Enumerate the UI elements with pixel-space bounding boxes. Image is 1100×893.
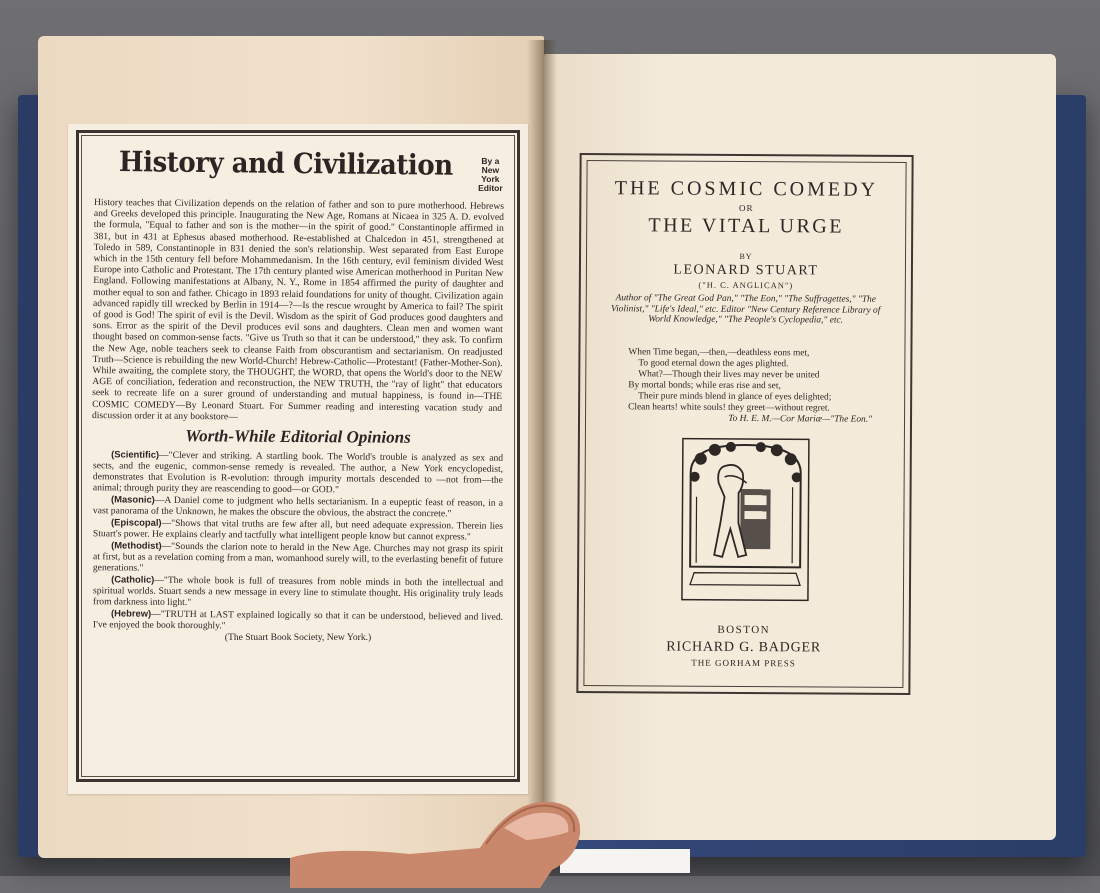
book-subtitle: THE VITAL URGE xyxy=(648,214,845,238)
author-works: Author of "The Great God Pan," "The Eon," "The Suffragettes," "The Violinist," "Life's Ideal," etc. Editor "New Century Reference Library of World Knowledge," "The People's Cyclopedia," etc. xyxy=(611,293,881,326)
right-page xyxy=(544,54,1056,840)
poem-signature: To H. E. M.—Cor Mariæ—"The Eon." xyxy=(728,413,873,425)
book-title: THE COSMIC COMEDY xyxy=(614,177,879,201)
opinion-label: (Masonic) xyxy=(111,493,155,505)
opinion-text: —"Shows that vital truths are few after all, but need adequate expression. Therein lies Stuart's power. He explains clearly and tactfully what intelligent people know but cannot express." xyxy=(92,517,504,543)
poem-line: To good eternal down the ages plighted. xyxy=(638,357,789,369)
opinion-quote xyxy=(93,539,503,577)
publisher-name: RICHARD G. BADGER xyxy=(666,639,822,656)
title-page-frame xyxy=(576,153,913,695)
publisher-city: BOSTON xyxy=(717,623,771,637)
clipping-title: History and Civilization xyxy=(118,145,453,182)
thumb-icon xyxy=(290,788,630,888)
title-page-inner-frame xyxy=(583,160,906,688)
opinion-label: (Scientific) xyxy=(111,448,160,460)
opinion-text: —"Sounds the clarion note to herald in the New Age. Churches may not grasp its spirit at first, but as a revelation coming from a man, womanhood surely will, to the everlasting benefit of future generations." xyxy=(92,540,504,574)
title-or: OR xyxy=(739,202,754,214)
poem-line: What?—Though their lives may never be united xyxy=(638,368,820,380)
clipping-body: History teaches that Civilization depends on the relation of father and son to pure motherhood. Hebrews and Greeks developed this principle. Inaugurating the New Age, Romans at Nicaea in 325 A. D. evolved the formula, "Equal to father and son is the mother—in the spirit of good." Constantinople affirmed in 381, but in 431 at Ephesus abased motherhood. Re-established at Chalcedon in 451, strengthened at Toledo in 589, Constantinople in 831 denied the son's relationship. West separated from East Europe which in the 15th century fell before Mohammedanism. In the 16th century, evil feminism divided West Europe into Catholic and Protestant. The 17th century planted wise American motherhood in Puritan New England. Following manifestations at Albany, N. Y., Rome in 1854 affirmed the purity of daughter and mother equal to son and father. Chicago in 1893 relaid foundations for unity of thought. Civilization again advanced rapidly till wrecked by Berlin in 1914—?—Is the rescue wrought by America to fail? The spirit of good is God! The spirit of evil is the Devil. Wisdom as the spirit of God produces good daughters and sons. Error as the spirit of the Devil produces evil sons and daughters. Clean men and women want thought based on common-sense facts. "Give us Truth so that it can be understood," they ask. To confirm the New Age, noble teachers seek to cleanse Faith from obscurantism and sectarianism. On readjusted Truth—Science is rebuilding the new World-Church! Hebrew-Catholic—Protestant! (Father-Mother-Son). While awaiting, the complete story, the THOUGHT, the WORD, that opens the World's door to the NEW AGE of conciliation, federation and reconstruction, the NEW TRUTH, the "ray of light" that educators seek to recreate life on a surer ground of understanding and mutual happiness, is found in—THE COSMIC COMEDY—By Leonard Stuart. For Summer reading and interesting vacation study and discussion order it at any bookstore— xyxy=(91,197,505,423)
left-page xyxy=(38,36,544,858)
publisher-press: THE GORHAM PRESS xyxy=(691,657,796,669)
opinion-text: —A Daniel come to judgment who hells sectarianism. In a eupeptic feast of reason, in a vast panorama of the Unknown, he makes the obscure the obvious, the abstract the concrete." xyxy=(92,494,504,520)
opinion-label: (Methodist) xyxy=(111,539,162,551)
opinion-label: (Episcopal) xyxy=(111,516,162,528)
opinion-label: (Hebrew) xyxy=(111,607,152,619)
poem-line: When Time began,—then,—deathless eons met, xyxy=(628,346,810,358)
book-author: LEONARD STUART xyxy=(673,262,819,279)
poem-line: By mortal bonds; while eras rise and set, xyxy=(628,379,781,391)
clipping-header xyxy=(93,143,503,193)
opinion-label: (Catholic) xyxy=(111,573,155,585)
opinion-quote xyxy=(93,573,503,611)
printer-emblem-icon xyxy=(680,437,811,603)
clipping-frame xyxy=(76,130,520,782)
poem-line: Their pure minds blend in glance of eyes delighted; xyxy=(638,390,832,403)
opinion-quote xyxy=(93,607,503,634)
opinion-text: —"The whole book is full of treasures from noble minds in both the intellectual and spiritual worlds. Stuart sends a new message in every line to stimulate thought. His originality truly leads from darkness into light." xyxy=(92,574,504,609)
clipping-signature: (The Stuart Book Society, New York.) xyxy=(224,632,372,644)
opinion-quote xyxy=(93,448,503,497)
opinion-text: —"TRUTH at LAST explained logically so that it can be understood, believed and lived. I've enjoyed the book thoroughly." xyxy=(92,608,504,632)
epigraph-poem xyxy=(586,347,904,426)
poem-line: Clean hearts! white souls! they greet—without regret. xyxy=(628,401,830,414)
author-pseudonym: ("H. C. ANGLICAN") xyxy=(698,279,794,291)
opinions-heading: Worth-While Editorial Opinions xyxy=(185,426,411,447)
clipping-byline: By a New York Editor xyxy=(478,156,503,193)
title-by: BY xyxy=(739,251,753,262)
opinion-text: —"Clever and striking. A startling book. The World's trouble is analyzed as sex and sects, and the eugenic, common-sense remedy is revealed. The author, a New York encyclopedist, demonstrates that Evolution is R-evolution: through impurity mortals descended to —not from—the animal; through purity they are reascending to good—or GOD." xyxy=(92,449,504,496)
newspaper-clipping xyxy=(68,124,528,794)
